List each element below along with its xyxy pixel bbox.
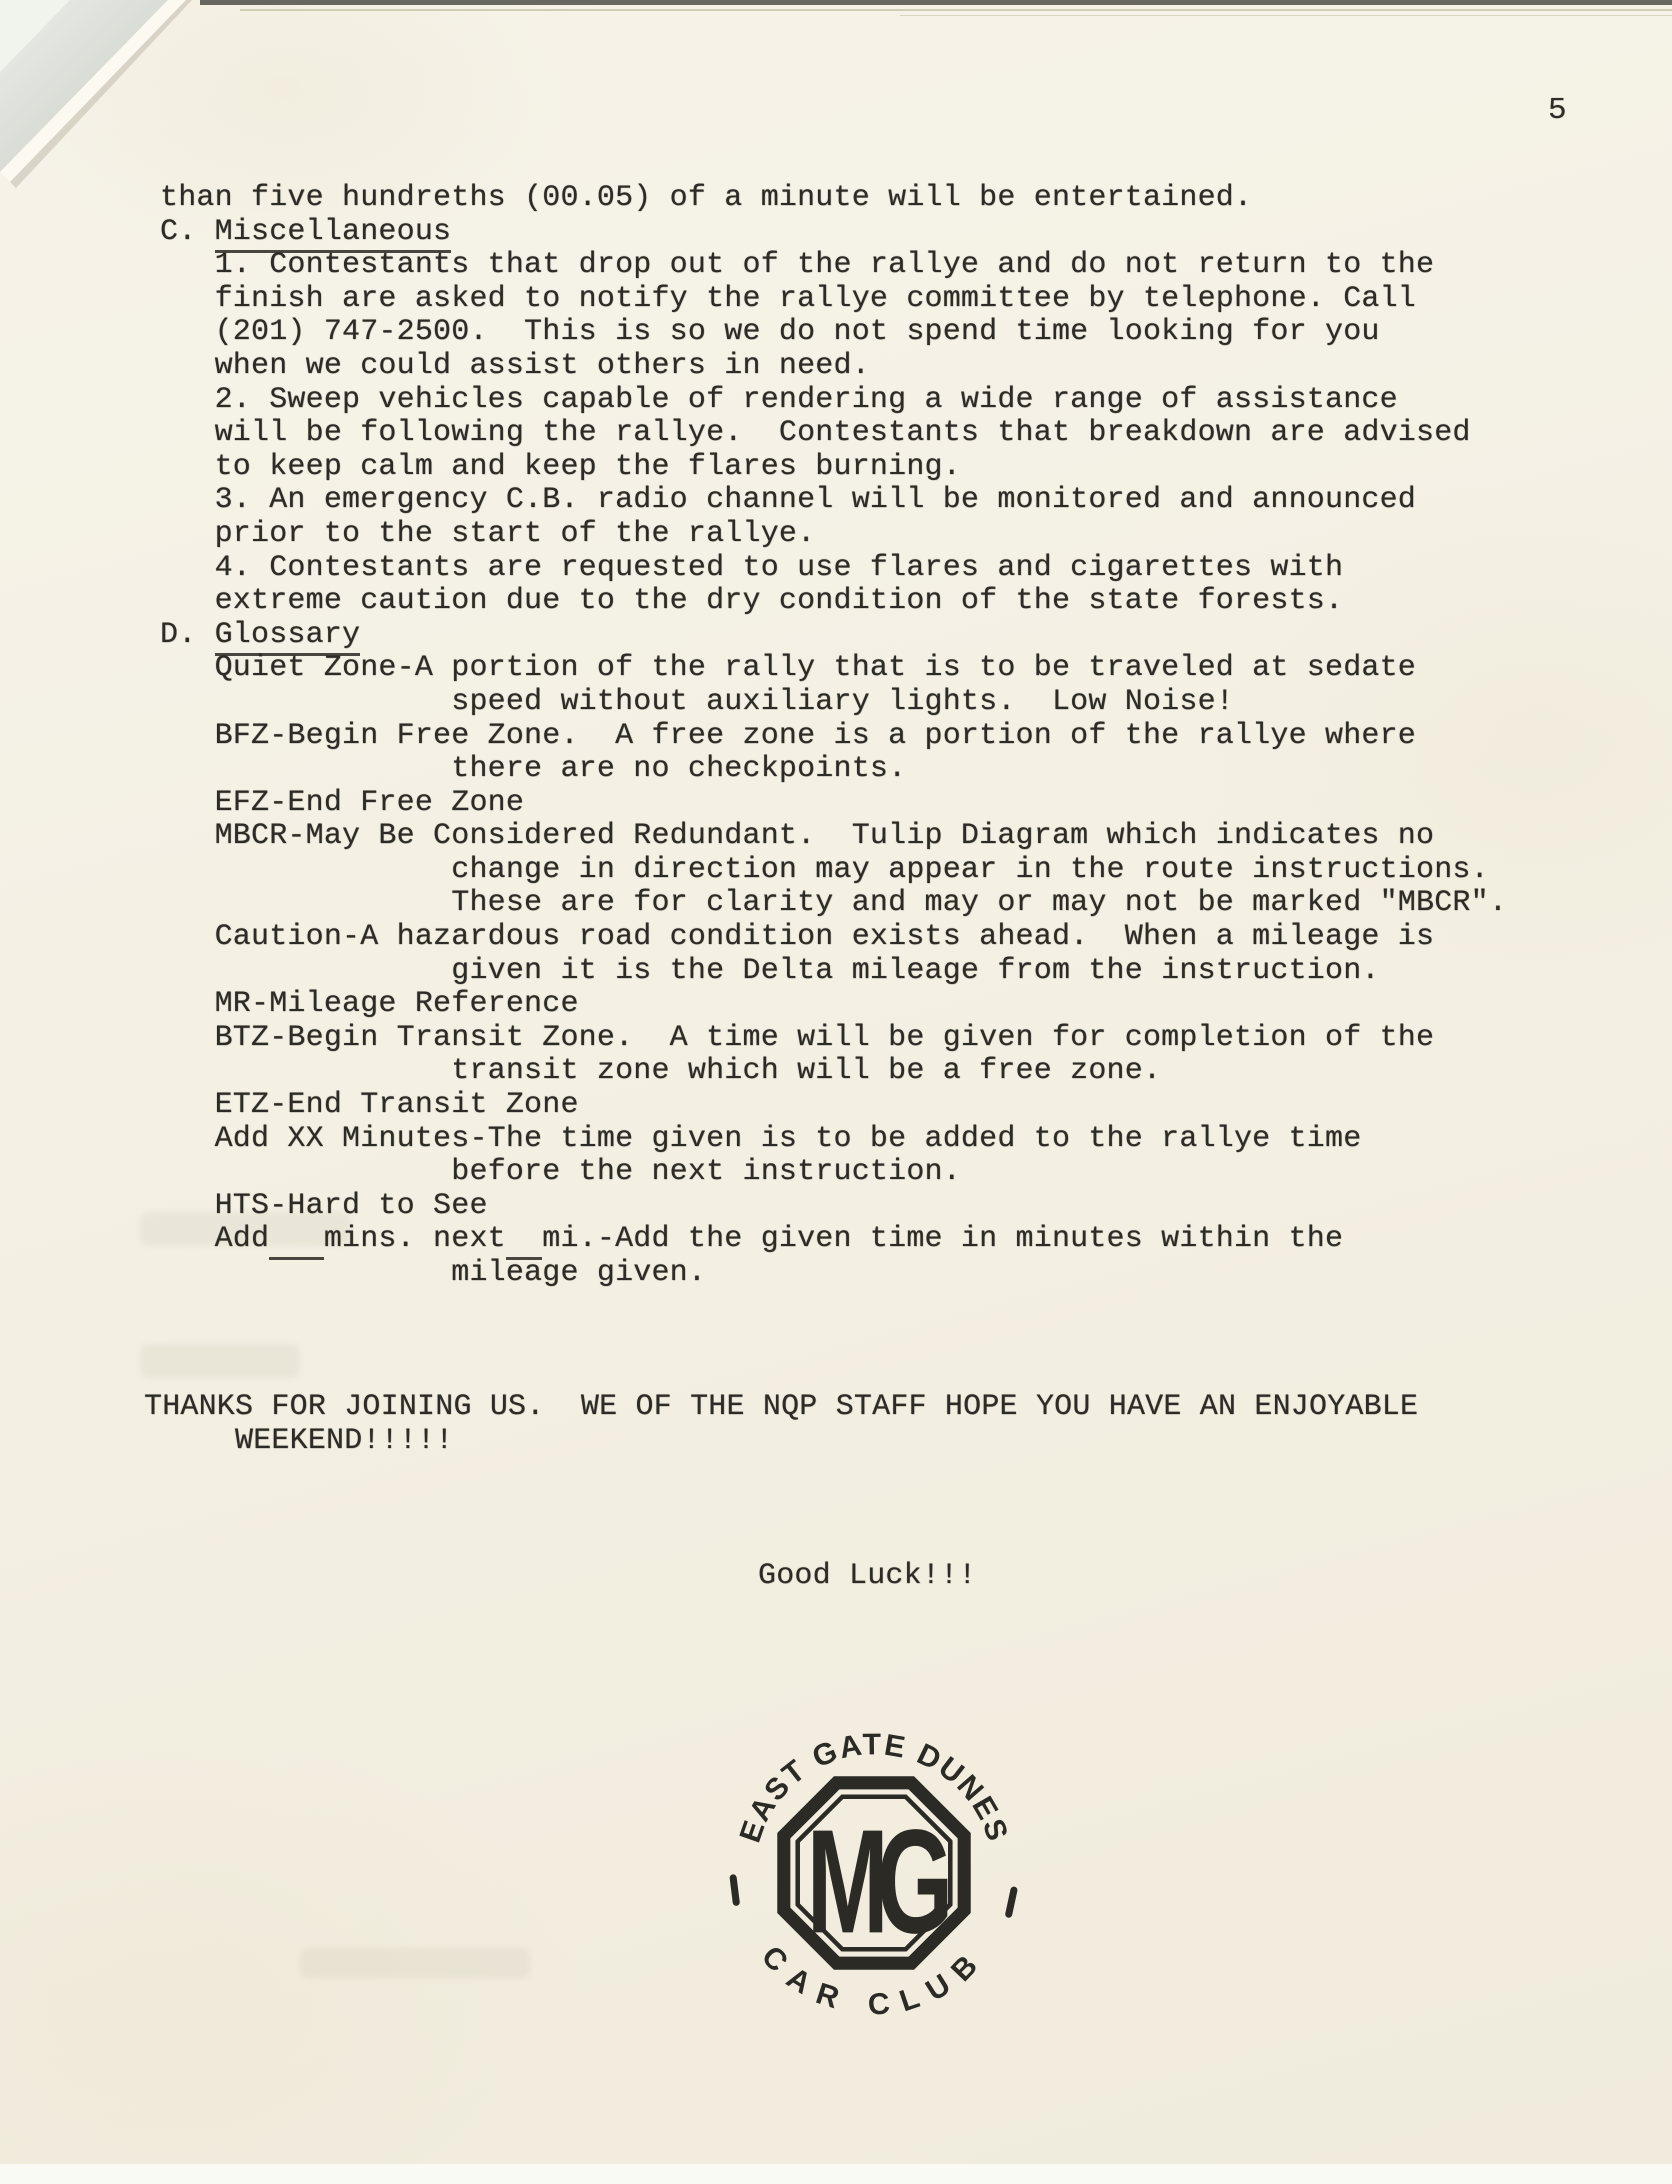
typed-line: MBCR-May Be Considered Redundant. Tulip Diagram which indicates no [160, 819, 1435, 854]
typed-line: HTS-Hard to See [160, 1188, 488, 1223]
typed-line: transit zone which will be a free zone. [160, 1054, 1162, 1089]
typed-body-text [160, 182, 1507, 1291]
typed-line: 2. Sweep vehicles capable of rendering a wide range of assistance [160, 382, 1398, 417]
logo-left-dash [733, 1878, 736, 1902]
typed-line: before the next instruction. [160, 1155, 961, 1190]
typed-line: prior to the start of the rallye. [160, 516, 816, 551]
typed-line: BTZ-Begin Transit Zone. A time will be given for completion of the [160, 1020, 1435, 1055]
bleed-through-smudge [140, 1344, 300, 1378]
typed-line: Quiet Zone-A portion of the rally that is to be traveled at sedate [160, 651, 1417, 686]
scan-top-edge [200, 0, 1672, 5]
typed-line: extreme caution due to the dry condition of the state forests. [160, 584, 1344, 619]
typed-line: to keep calm and keep the flares burning. [160, 449, 961, 484]
typed-line: EFZ-End Free Zone [160, 785, 525, 820]
logo-mg-monogram: MG [806, 1798, 942, 1965]
scan-top-line [900, 15, 1672, 16]
closing-message [144, 1391, 1418, 1458]
typed-line: given it is the Delta mileage from the instruction. [160, 953, 1380, 988]
typed-line: 4. Contestants are requested to use flares and cigarettes with [160, 550, 1344, 585]
typed-line: THANKS FOR JOINING US. WE OF THE NQP STAFF HOPE YOU HAVE AN ENJOYABLE [144, 1390, 1419, 1424]
typed-line: WEEKEND!!!!! [144, 1423, 454, 1458]
typed-line: (201) 747-2500. This is so we do not spend time looking for you [160, 315, 1380, 350]
typed-line: Caution-A hazardous road condition exists ahead. When a mileage is [160, 920, 1435, 955]
typed-line: will be following the rallye. Contestants that breakdown are advised [160, 416, 1471, 451]
logo-right-dash [1009, 1890, 1014, 1914]
typed-line: BFZ-Begin Free Zone. A free zone is a portion of the rallye where [160, 718, 1417, 753]
typed-line: when we could assist others in need. [160, 348, 870, 383]
logo-top-text: EAST GATE DUNES [733, 1728, 1015, 1847]
typed-line: 1. Contestants that drop out of the rallye and do not return to the [160, 248, 1435, 283]
typed-line: speed without auxiliary lights. Low Noise! [160, 684, 1234, 719]
typed-line: than five hundreths (00.05) of a minute will be entertained. [160, 181, 1253, 215]
logo-bottom-text: CAR CLUB [755, 1939, 993, 2022]
typed-line: there are no checkpoints. [160, 752, 907, 787]
typed-line: Add mins. next mi.-Add the given time in minutes within the [160, 1223, 1507, 1257]
typed-line: MR-Mileage Reference [160, 987, 579, 1022]
good-luck-message: Good Luck!!! [758, 1559, 977, 1593]
typed-line: D. Glossary [160, 619, 1507, 653]
typed-line: finish are asked to notify the rallye committee by telephone. Call [160, 281, 1417, 316]
typed-line: These are for clarity and may or may not be marked "MBCR". [160, 886, 1508, 921]
page-number: 5 [1548, 93, 1567, 128]
bleed-through-smudge [300, 1948, 530, 1978]
scan-top-line [240, 9, 1672, 11]
typed-line: Add XX Minutes-The time given is to be added to the rallye time [160, 1121, 1362, 1156]
typed-line: mileage given. [160, 1256, 707, 1290]
typed-line: C. Miscellaneous [160, 216, 1507, 250]
mg-car-club-logo [718, 1717, 1030, 2029]
typed-line: 3. An emergency C.B. radio channel will be monitored and announced [160, 483, 1417, 518]
typed-line: change in direction may appear in the route instructions. [160, 852, 1489, 887]
scan-bottom-edge [0, 2164, 1672, 2184]
typed-line: ETZ-End Transit Zone [160, 1088, 579, 1123]
